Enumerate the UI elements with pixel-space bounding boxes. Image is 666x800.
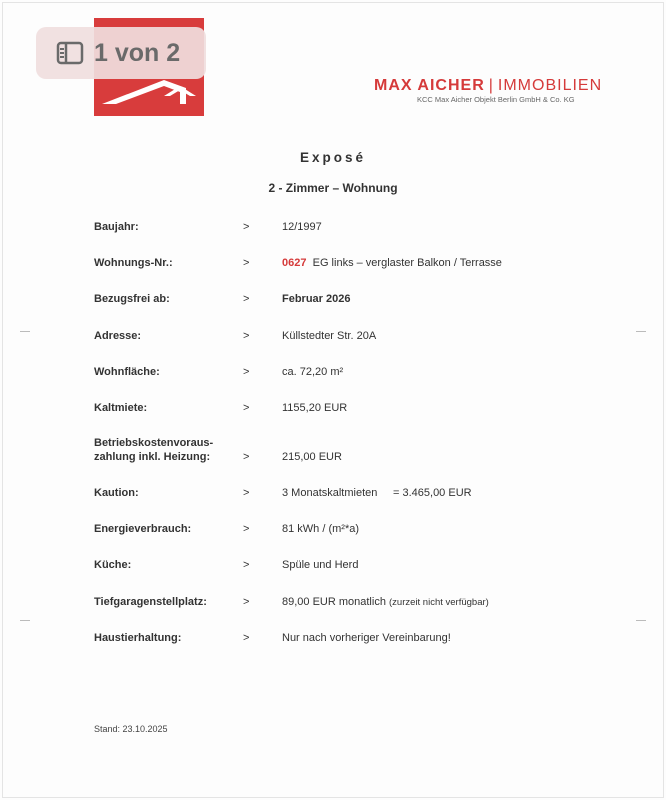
row-value: 1155,20 EUR xyxy=(282,402,348,414)
row-value-note: (zurzeit nicht verfügbar) xyxy=(389,597,489,608)
sidebar-pages-icon xyxy=(56,41,84,65)
row-value: Spüle und Herd xyxy=(282,559,359,571)
row-arrow: > xyxy=(243,330,250,342)
row-arrow: > xyxy=(243,257,250,269)
row-value: Küllstedter Str. 20A xyxy=(282,330,377,342)
brand-name-bold: MAX AICHER xyxy=(374,77,485,94)
row-label: Küche: xyxy=(94,559,132,571)
row-value: Februar 2026 xyxy=(282,293,351,305)
row-haustier xyxy=(0,631,666,661)
row-kaution xyxy=(0,486,666,516)
row-label: Wohnfläche: xyxy=(94,366,160,378)
margin-mark xyxy=(20,331,30,332)
page-indicator-text: 1 von 2 xyxy=(94,38,181,67)
brand-name-light: IMMOBILIEN xyxy=(497,77,603,94)
row-arrow: > xyxy=(243,293,250,305)
row-value: Nur nach vorheriger Vereinbarung! xyxy=(282,632,451,644)
stand-date: Stand: 23.10.2025 xyxy=(94,724,168,734)
row-value-main: 89,00 EUR monatlich xyxy=(282,596,386,608)
row-bezugsfrei xyxy=(0,292,666,322)
row-arrow: > xyxy=(243,451,250,463)
row-label-line2: zahlung inkl. Heizung: xyxy=(94,451,211,463)
row-adresse xyxy=(0,329,666,359)
row-value: 215,00 EUR xyxy=(282,451,342,463)
row-arrow: > xyxy=(243,366,250,378)
row-arrow: > xyxy=(243,487,250,499)
row-label: Baujahr: xyxy=(94,221,139,233)
document-title: Exposé xyxy=(299,150,367,165)
brand-name xyxy=(374,77,602,95)
row-arrow: > xyxy=(243,632,250,644)
row-wohnflaeche xyxy=(0,365,666,395)
margin-mark xyxy=(636,331,646,332)
row-label: Kaution: xyxy=(94,487,139,499)
row-label xyxy=(94,436,213,464)
row-value-secondary: = 3.465,00 EUR xyxy=(393,487,472,499)
row-label: Energieverbrauch: xyxy=(94,523,192,535)
margin-mark xyxy=(20,620,30,621)
row-value: 3 Monatskaltmieten xyxy=(282,487,378,499)
row-value: 81 kWh / (m²*a) xyxy=(282,523,360,535)
row-betriebskosten xyxy=(0,436,666,472)
row-tiefgarage xyxy=(0,595,666,625)
row-label: Tiefgaragenstellplatz: xyxy=(94,596,207,608)
row-value xyxy=(282,256,502,270)
row-label: Wohnungs-Nr.: xyxy=(94,257,173,269)
row-arrow: > xyxy=(243,523,250,535)
row-kaltmiete xyxy=(0,401,666,431)
row-label: Kaltmiete: xyxy=(94,402,148,414)
row-value: 12/1997 xyxy=(282,221,322,233)
document-subtitle: 2 - Zimmer – Wohnung xyxy=(268,181,398,195)
row-label: Adresse: xyxy=(94,330,142,342)
row-wohnungsnr xyxy=(0,256,666,286)
row-arrow: > xyxy=(243,559,250,571)
row-energie xyxy=(0,522,666,552)
page-border xyxy=(2,2,664,798)
brand-subline: KCC Max Aicher Objekt Berlin GmbH & Co. KG xyxy=(417,95,575,104)
row-label: Haustierhaltung: xyxy=(94,632,182,644)
page-indicator[interactable] xyxy=(36,27,206,79)
row-kueche xyxy=(0,558,666,588)
row-label-line1: Betriebskostenvoraus- xyxy=(94,437,214,449)
row-arrow: > xyxy=(243,596,250,608)
brand-separator: | xyxy=(488,77,494,94)
row-baujahr xyxy=(0,220,666,250)
row-arrow: > xyxy=(243,402,250,414)
row-arrow: > xyxy=(243,221,250,233)
apartment-number: 0627 xyxy=(282,257,307,269)
row-value: ca. 72,20 m² xyxy=(282,366,344,378)
apartment-description: EG links – verglaster Balkon / Terrasse xyxy=(312,257,502,269)
row-value xyxy=(282,595,489,610)
row-label: Bezugsfrei ab: xyxy=(94,293,170,305)
margin-mark xyxy=(636,620,646,621)
